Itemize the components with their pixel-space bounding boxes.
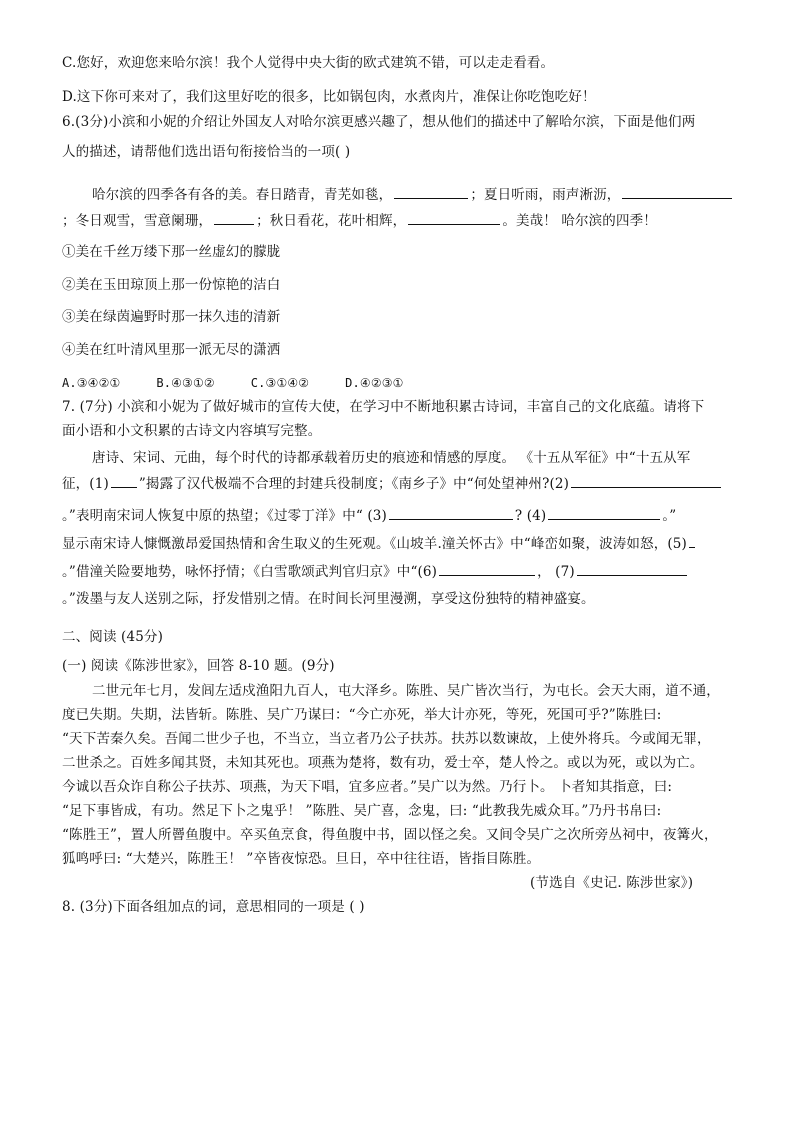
section-2-heading: 二、阅读 (45分) <box>62 629 164 645</box>
passage-7-text: 征，(1) <box>62 476 109 492</box>
sentence-1: ①美在千丝万缕下那一丝虚幻的朦胧 <box>62 244 281 260</box>
passage-7-text: 显示南宋诗人慷慨激昂爱国热情和舍生取义的生死观。《山坡羊.潼关怀古》中“峰峦如聚，波涛如怒，(5) <box>62 536 687 552</box>
passage-6-text-a1: 哈尔滨的四季各有各的美。春日踏青，青芜如毯， <box>92 187 393 203</box>
reading-line-3: “天下苦秦久矣。吾闻二世少子也，不当立，当立者乃公子扶苏。扶苏以数谏故，上使外将兵。今或闻无罪， <box>62 731 711 747</box>
passage-6-text-b1: ；冬日观雪，雪意阑珊， <box>62 213 213 229</box>
passage-7-text: ? (4) <box>514 508 547 524</box>
passage-6-line-2 <box>62 211 734 230</box>
reading-line-2: 度已失期。失期，法皆斩。陈胜、吴广乃谋曰：“今亡亦死，举大计亦死，等死，死国可乎?”陈胜曰: <box>62 707 662 723</box>
passage-7-text: ”揭露了汉代极端不合理的封建兵役制度；《南乡子》中“何处望神州?(2) <box>138 476 570 492</box>
option-d-text: D.这下你可来对了，我们这里好吃的很多，比如锅包肉，水煮肉片，准保让你吃饱吃好！ <box>62 89 596 105</box>
passage-6-text-b2: ；秋日看花，花叶相辉， <box>256 213 407 229</box>
reading-line-5: 今诚以吾众诈自称公子扶苏、项燕，为天下唱，宜多应者。”吴广以为然。乃行卜。 卜者知其指意，曰: <box>62 779 673 795</box>
blank-line <box>111 474 137 488</box>
passage-6-line-1 <box>92 185 734 204</box>
blank-line <box>571 474 721 488</box>
option-c-text: C.您好，欢迎您来哈尔滨！我个人觉得中央大街的欧式建筑不错，可以走走看看。 <box>62 55 555 71</box>
sentence-3: ③美在绿茵遍野时那一抹久违的清新 <box>62 309 281 325</box>
reading-line-1: 二世元年七月，发闾左适戍渔阳九百人，屯大泽乡。陈胜、吴广皆次当行，为屯长。会天大雨，道不通， <box>92 683 720 699</box>
reading-line-6: “足下事皆成，有功。然足下卜之鬼乎！ ”陈胜、吴广喜，念鬼，曰: “此教我先威众耳。”乃丹书帛曰: <box>62 803 662 819</box>
blank-line <box>689 534 695 548</box>
question-7-line-2: 面小语和小文积累的古诗文内容填写完整。 <box>62 423 322 439</box>
passage-7-line-6: 。”泼墨与友人送别之际，抒发惜别之情。在时间长河里漫溯，享受这份独特的精神盛宴。 <box>62 591 595 607</box>
question-7-line-1: 7. (7分) 小滨和小妮为了做好城市的宣传大使，在学习中不断地积累古诗词，丰富自己的文化底蕴。请将下 <box>62 399 705 415</box>
blank-line <box>439 562 535 576</box>
source-citation: (节选自《史记. 陈涉世家》) <box>530 875 694 891</box>
choice-d: D.④②③① <box>345 376 404 390</box>
answer-choices <box>62 374 734 392</box>
passage-7-text: 。”借潼关险要地势，咏怀抒情；《白雪歌颂武判官归京》中“(6) <box>62 564 438 580</box>
blank-line <box>577 562 687 576</box>
question-6-line-1: 6.(3分)小滨和小妮的介绍让外国友人对哈尔滨更感兴趣了，想从他们的描述中了解哈尔滨，下面是他们两 <box>62 114 696 130</box>
passage-6-text-b3: 。美哉！ 哈尔滨的四季！ <box>502 213 657 229</box>
reading-line-4: 二世杀之。百姓多闻其贤，未知其死也。项燕为楚将，数有功，爱士卒，楚人怜之。或以为死，或以为亡。 <box>62 755 704 771</box>
passage-7-line-5 <box>62 562 734 581</box>
question-6-line-2: 人的描述，请帮他们选出语句衔接恰当的一项( ) <box>62 144 351 160</box>
passage-7-line-4 <box>62 534 734 553</box>
passage-7-text: ， (7) <box>537 564 575 580</box>
blank-line <box>622 185 732 199</box>
passage-7-line-2 <box>62 474 734 493</box>
passage-7-text: 。” <box>662 508 677 524</box>
subsection-1-heading: (一) 阅读《陈涉世家》，回答 8-10 题。(9分) <box>62 658 335 674</box>
passage-7-text: 。”表明南宋词人恢复中原的热望；《过零丁洋》中“ (3) <box>62 508 387 524</box>
blank-line <box>548 506 660 520</box>
blank-line <box>408 211 500 225</box>
reading-line-8: 狐鸣呼曰: “大楚兴，陈胜王！ ”卒皆夜惊恐。旦日，卒中往往语，皆指目陈胜。 <box>62 851 541 867</box>
blank-line <box>214 211 254 225</box>
choice-a: A.③④②① <box>62 376 121 390</box>
blank-line <box>389 506 513 520</box>
blank-line <box>394 185 468 199</box>
passage-6-text-a2: ；夏日听雨，雨声淅沥， <box>470 187 621 203</box>
passage-7-line-3 <box>62 506 734 525</box>
sentence-4: ④美在红叶清风里那一派无尽的潇洒 <box>62 342 281 358</box>
passage-7-line-1: 唐诗、宋词、元曲，每个时代的诗都承载着历史的痕迹和情感的厚度。 《十五从军征》中“十五从军 <box>92 450 691 466</box>
choice-b: B.④③①② <box>156 376 215 390</box>
question-8: 8. (3分)下面各组加点的词，意思相同的一项是 ( ) <box>62 899 365 915</box>
sentence-2: ②美在玉田琼顶上那一份惊艳的洁白 <box>62 277 281 293</box>
reading-line-7: “陈胜王”，置人所罾鱼腹中。卒买鱼烹食，得鱼腹中书，固以怪之矣。又间令吴广之次所旁丛祠中，夜篝火， <box>62 827 718 843</box>
choice-c: C.③①④② <box>250 376 310 390</box>
